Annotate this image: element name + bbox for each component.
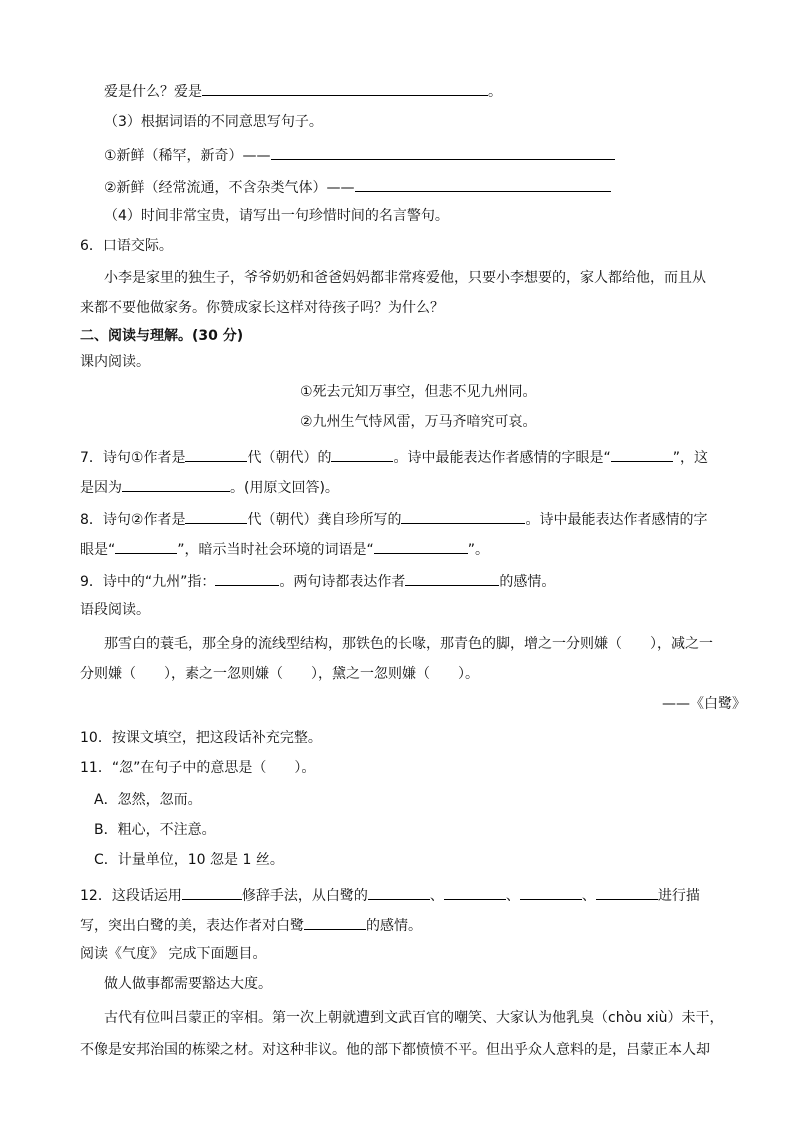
question-6-paragraph-line-2: 来都不要他做家务。你赞成家长这样对待孩子吗？为什么？ [80, 300, 444, 316]
passage-line-1: 那雪白的蓑毛，那全身的流线型结构，那铁色的长喙，那青色的脚，增之一分则嫌（ ），减之一 [104, 636, 713, 652]
answer-blank[interactable] [368, 884, 430, 900]
answer-blank[interactable] [405, 570, 499, 586]
q8-text-e: ”，暗示当时社会环境的词语是“ [177, 542, 374, 558]
qidu-line-1: 做人做事都需要豁达大度。 [104, 976, 272, 992]
q9-text-a: 9．诗中的“九州”指： [80, 574, 216, 590]
passage-line-2: 分则嫌（ ），素之一忽则嫌（ ），黛之一忽则嫌（ ）。 [80, 666, 479, 682]
answer-blank[interactable] [115, 538, 177, 554]
q8-text-a: 8．诗句②作者是 [80, 512, 186, 528]
answer-blank[interactable] [596, 884, 658, 900]
q8-text-c: 。诗中最能表达作者感情的字 [525, 512, 708, 528]
question-6-paragraph-line-1: 小李是家里的独生子，爷爷奶奶和爸爸妈妈都非常疼爱他，只要小李想要的，家人都给他，而且从 [104, 270, 706, 286]
answer-blank[interactable] [401, 508, 525, 524]
subquestion-4: （4）时间非常宝贵，请写出一句珍惜时间的名言警句。 [104, 208, 449, 224]
section-2-title: 二、阅读与理解。(30 分) [80, 328, 244, 344]
separator: 、 [505, 888, 520, 904]
sentence-item-2-label: ②新鲜（经常流通，不含杂类气体）—— [104, 180, 355, 196]
sentence-item-1 [104, 144, 615, 166]
option-b[interactable]: B．粗心，不注意。 [94, 822, 216, 838]
separator: 、 [581, 888, 596, 904]
question-7-line-1 [80, 446, 708, 468]
answer-blank[interactable] [444, 884, 506, 900]
answer-blank[interactable] [374, 538, 468, 554]
separator: 、 [429, 888, 444, 904]
answer-blank[interactable] [611, 446, 673, 462]
sentence-item-1-label: ①新鲜（稀罕，新奇）—— [104, 148, 271, 164]
q7-text-f: 。(用原文回答)。 [230, 480, 339, 496]
q9-text-c: 的感情。 [499, 574, 556, 590]
option-a[interactable]: A．忽然，忽而。 [94, 792, 202, 808]
option-c[interactable]: C．计量单位，10 忽是 1 丝。 [94, 852, 284, 868]
q8-text-d: 眼是“ [80, 542, 116, 558]
qidu-line-3: 不像是安邦治国的栋梁之材。对这种非议。他的部下都愤愤不平。但出乎众人意料的是，吕蒙正本人却 [80, 1042, 710, 1058]
in-class-reading-label: 课内阅读。 [80, 354, 150, 370]
poem-line-1: ①死去元知万事空，但悲不见九州同。 [300, 384, 537, 400]
answer-blank[interactable] [202, 80, 488, 96]
subquestion-3: （3）根据词语的不同意思写句子。 [104, 114, 323, 130]
question-11-stem: 11．“忽”在句子中的意思是（ ）。 [80, 760, 316, 776]
poem-line-2: ②九州生气恃风雷，万马齐喑究可哀。 [300, 414, 537, 430]
q8-text-f: ”。 [467, 542, 490, 558]
q7-text-b: 代（朝代）的 [247, 450, 332, 466]
passage-reading-label: 语段阅读。 [80, 602, 150, 618]
answer-blank[interactable] [185, 446, 247, 462]
question-12-line-2 [80, 914, 422, 936]
q7-text-e: 是因为 [80, 480, 122, 496]
q7-text-a: 7．诗句①作者是 [80, 450, 186, 466]
q12-text-e: 的感情。 [366, 918, 422, 934]
answer-blank[interactable] [355, 176, 611, 192]
love-question-line [104, 80, 502, 102]
question-8-line-1 [80, 508, 707, 530]
qidu-line-2: 古代有位叫吕蒙正的宰相。第一次上朝就遭到文武百官的嘲笑、大家认为他乳臭（chòu xiù）未干， [104, 1010, 724, 1026]
answer-blank[interactable] [122, 476, 230, 492]
q7-text-c: 。诗中最能表达作者感情的字眼是“ [393, 450, 611, 466]
q12-text-a: 12．这段话运用 [80, 888, 182, 904]
answer-blank[interactable] [215, 570, 279, 586]
answer-blank[interactable] [182, 884, 242, 900]
q7-text-d: ”，这 [672, 450, 708, 466]
answer-blank[interactable] [304, 914, 366, 930]
love-question-prefix: 爱是什么？爱是 [104, 84, 202, 100]
question-7-line-2 [80, 476, 339, 498]
answer-blank[interactable] [331, 446, 393, 462]
question-6-title: 6．口语交际。 [80, 238, 173, 254]
question-9 [80, 570, 555, 592]
q12-text-c: 进行描 [657, 888, 700, 904]
q8-text-b: 代（朝代）龚自珍所写的 [247, 512, 402, 528]
question-10: 10．按课文填空，把这段话补充完整。 [80, 730, 322, 746]
answer-blank[interactable] [185, 508, 247, 524]
question-12-line-1 [80, 884, 700, 906]
passage-source: ——《白鹭》 [662, 696, 746, 712]
answer-blank[interactable] [271, 144, 615, 160]
q12-text-b: 修辞手法，从白鹭的 [241, 888, 368, 904]
q12-text-d: 写，突出白鹭的美，表达作者对白鹭 [80, 918, 304, 934]
question-8-line-2 [80, 538, 489, 560]
q9-text-b: 。两句诗都表达作者 [279, 574, 406, 590]
qidu-intro: 阅读《气度》 完成下面题目。 [80, 946, 267, 962]
sentence-item-2 [104, 176, 611, 198]
answer-blank[interactable] [520, 884, 582, 900]
love-question-suffix: 。 [488, 84, 502, 100]
